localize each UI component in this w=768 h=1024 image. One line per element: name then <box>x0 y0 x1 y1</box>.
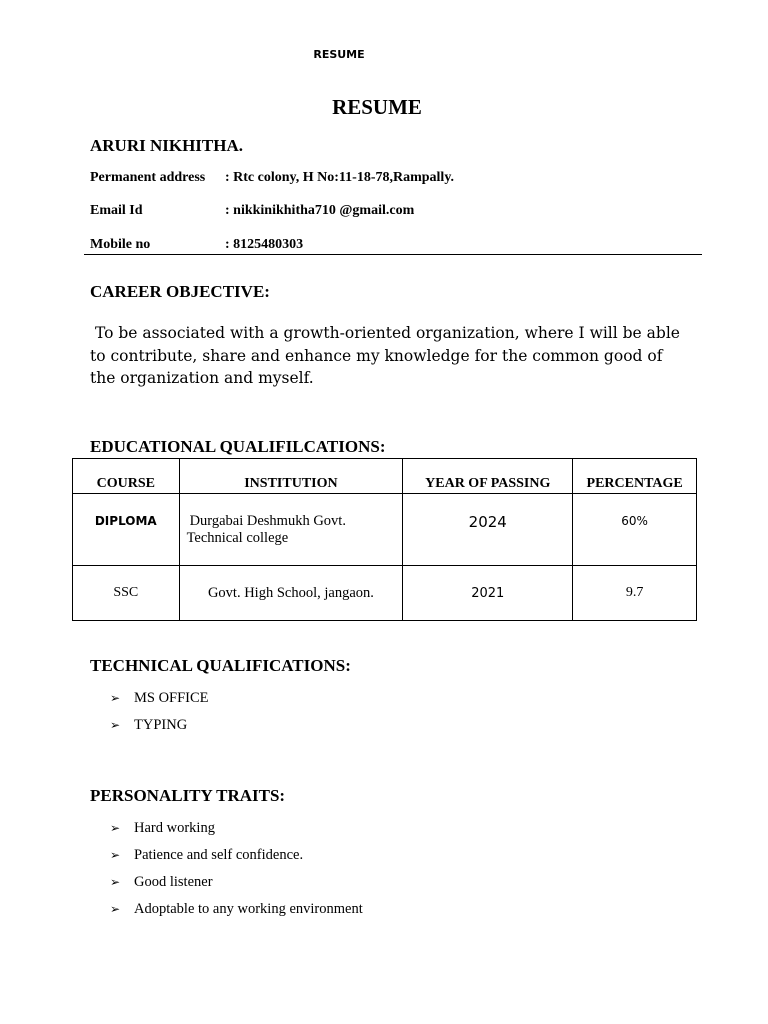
list-item: ➢ Adoptable to any working environment <box>110 901 363 917</box>
cell-percentage: 9.7 <box>573 566 697 621</box>
table-header-row <box>73 459 697 494</box>
cell-percentage <box>573 494 697 566</box>
personality-heading: PERSONALITY TRAITS: <box>90 786 286 805</box>
column-header-percentage: PERCENTAGE <box>573 459 697 494</box>
year-value: 2024 <box>468 513 507 531</box>
education-heading: EDUCATIONAL QUALIFILCATIONS: <box>90 437 386 456</box>
institution-line-1: Durgabai Deshmukh Govt. <box>189 513 346 529</box>
mobile-label: Mobile no <box>90 237 151 252</box>
arrowhead-bullet-icon: ➢ <box>110 848 121 862</box>
column-header-course: COURSE <box>73 459 180 494</box>
email-label: Email Id <box>90 203 143 218</box>
cell-course <box>73 494 180 566</box>
column-header-year: YEAR OF PASSING <box>403 459 573 494</box>
cell-institution: Govt. High School, jangaon. <box>179 566 403 621</box>
list-item: ➢ Hard working <box>110 820 215 836</box>
cell-year <box>403 494 573 566</box>
table-row <box>73 566 697 621</box>
list-item: ➢ Good listener <box>110 874 213 890</box>
table-row <box>73 494 697 566</box>
career-objective-text: To be associated with a growth-oriented organization, where I will be able to contribute, share and enhance my knowledge for the common good of the organization and myself. <box>90 324 680 387</box>
divider-line <box>84 254 702 255</box>
arrowhead-bullet-icon: ➢ <box>110 821 121 835</box>
list-item: ➢ TYPING <box>110 717 188 733</box>
personality-list <box>110 819 363 927</box>
arrowhead-bullet-icon: ➢ <box>110 875 121 889</box>
list-item: ➢ Patience and self confidence. <box>110 847 304 863</box>
cell-course: SSC <box>73 566 180 621</box>
arrowhead-bullet-icon: ➢ <box>110 718 121 732</box>
address-label: Permanent address <box>90 170 206 185</box>
address-value: : Rtc colony, H No:11-18-78,Rampally. <box>225 170 455 185</box>
education-table <box>72 458 697 621</box>
percentage-value: 60% <box>621 514 648 528</box>
address-row <box>90 170 454 186</box>
email-row <box>90 203 414 219</box>
column-header-institution: INSTITUTION <box>179 459 403 494</box>
technical-list <box>110 689 209 743</box>
course-value: DIPLOMA <box>94 514 157 528</box>
arrowhead-bullet-icon: ➢ <box>110 691 121 705</box>
candidate-name: ARURI NIKHITHA. <box>90 136 244 155</box>
email-value: : nikkinikhitha710 @gmail.com <box>225 203 415 218</box>
cell-institution <box>179 494 403 566</box>
arrowhead-bullet-icon: ➢ <box>110 902 121 916</box>
career-objective-heading: CAREER OBJECTIVE: <box>90 282 270 301</box>
technical-heading: TECHNICAL QUALIFICATIONS: <box>90 656 351 675</box>
list-item: ➢ MS OFFICE <box>110 690 209 706</box>
mobile-value: : 8125480303 <box>225 237 304 252</box>
mobile-row <box>90 237 303 253</box>
cell-year: 2021 <box>403 566 573 621</box>
document-title: RESUME <box>332 95 422 119</box>
institution-line-2: Technical college <box>186 530 289 546</box>
page-header: RESUME <box>313 48 365 61</box>
